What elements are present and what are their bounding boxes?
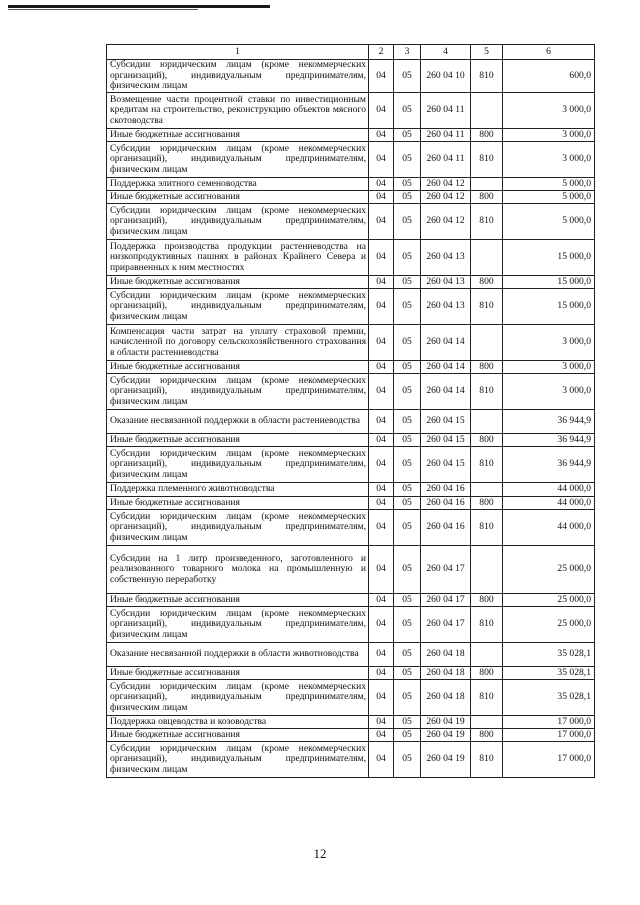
row-subsection-cell: 05 bbox=[394, 667, 421, 680]
row-target-article-cell: 260 04 18 bbox=[421, 680, 471, 716]
row-name-cell: Субсидии юридическим лицам (кроме некоммерческих организаций), индивидуальным предпринимателям, физическим лицам bbox=[107, 510, 369, 546]
row-subsection-cell: 05 bbox=[394, 680, 421, 716]
row-name-cell: Иные бюджетные ассигнования bbox=[107, 497, 369, 510]
row-name-cell: Иные бюджетные ассигнования bbox=[107, 594, 369, 607]
row-name-cell: Поддержка производства продукции растениеводства на низкопродуктивных пашнях в районах Крайнего Севера и приравненных к ним местностях bbox=[107, 240, 369, 276]
header-rule bbox=[8, 5, 270, 8]
row-target-article-cell: 260 04 13 bbox=[421, 276, 471, 289]
row-amount-cell: 3 000,0 bbox=[503, 93, 595, 129]
row-amount-cell: 5 000,0 bbox=[503, 191, 595, 204]
row-subsection-cell: 05 bbox=[394, 178, 421, 191]
table-row bbox=[107, 325, 595, 361]
row-subsection-cell: 05 bbox=[394, 191, 421, 204]
row-amount-cell: 36 944,9 bbox=[503, 410, 595, 434]
row-expense-type-cell: 800 bbox=[471, 594, 503, 607]
row-subsection-cell: 05 bbox=[394, 142, 421, 178]
row-name-cell: Иные бюджетные ассигнования bbox=[107, 667, 369, 680]
row-name-cell: Оказание несвязанной поддержки в области животноводства bbox=[107, 643, 369, 667]
row-name-cell: Иные бюджетные ассигнования bbox=[107, 361, 369, 374]
row-expense-type-cell: 800 bbox=[471, 361, 503, 374]
row-subsection-cell: 05 bbox=[394, 483, 421, 497]
row-amount-cell: 5 000,0 bbox=[503, 204, 595, 240]
row-target-article-cell: 260 04 18 bbox=[421, 643, 471, 667]
table-row bbox=[107, 361, 595, 374]
row-expense-type-cell: 810 bbox=[471, 607, 503, 643]
row-subsection-cell: 05 bbox=[394, 594, 421, 607]
row-name-cell: Поддержка элитного семеноводства bbox=[107, 178, 369, 191]
table-row bbox=[107, 742, 595, 778]
row-expense-type-cell: 810 bbox=[471, 289, 503, 325]
row-target-article-cell: 260 04 12 bbox=[421, 191, 471, 204]
row-amount-cell: 44 000,0 bbox=[503, 497, 595, 510]
row-target-article-cell: 260 04 19 bbox=[421, 742, 471, 778]
row-target-article-cell: 260 04 12 bbox=[421, 204, 471, 240]
table-row bbox=[107, 594, 595, 607]
row-section-cell: 04 bbox=[369, 361, 394, 374]
row-name-cell: Субсидии юридическим лицам (кроме некоммерческих организаций), индивидуальным предпринимателям, физическим лицам bbox=[107, 142, 369, 178]
row-target-article-cell: 260 04 17 bbox=[421, 594, 471, 607]
row-target-article-cell: 260 04 16 bbox=[421, 483, 471, 497]
table-row bbox=[107, 667, 595, 680]
row-section-cell: 04 bbox=[369, 129, 394, 142]
row-name-cell: Компенсация части затрат на уплату страховой премии, начисленной по договору сельскохозяйственного страхования в области растениеводства bbox=[107, 325, 369, 361]
row-subsection-cell: 05 bbox=[394, 742, 421, 778]
row-section-cell: 04 bbox=[369, 410, 394, 434]
row-subsection-cell: 05 bbox=[394, 60, 421, 93]
table-body bbox=[107, 60, 595, 778]
header-rule-thin bbox=[8, 9, 198, 10]
row-target-article-cell: 260 04 11 bbox=[421, 142, 471, 178]
row-amount-cell: 17 000,0 bbox=[503, 742, 595, 778]
row-expense-type-cell: 810 bbox=[471, 510, 503, 546]
row-subsection-cell: 05 bbox=[394, 374, 421, 410]
row-section-cell: 04 bbox=[369, 546, 394, 594]
row-section-cell: 04 bbox=[369, 497, 394, 510]
row-section-cell: 04 bbox=[369, 434, 394, 447]
row-amount-cell: 35 028,1 bbox=[503, 667, 595, 680]
row-section-cell: 04 bbox=[369, 729, 394, 742]
row-target-article-cell: 260 04 15 bbox=[421, 410, 471, 434]
row-subsection-cell: 05 bbox=[394, 276, 421, 289]
row-amount-cell: 25 000,0 bbox=[503, 546, 595, 594]
row-expense-type-cell: 800 bbox=[471, 434, 503, 447]
row-name-cell: Субсидии на 1 литр произведенного, заготовленного и реализованного товарного молока на промышленную и собственную переработку bbox=[107, 546, 369, 594]
row-amount-cell: 25 000,0 bbox=[503, 607, 595, 643]
row-expense-type-cell: 800 bbox=[471, 129, 503, 142]
row-amount-cell: 15 000,0 bbox=[503, 289, 595, 325]
row-section-cell: 04 bbox=[369, 716, 394, 729]
row-section-cell: 04 bbox=[369, 374, 394, 410]
row-section-cell: 04 bbox=[369, 325, 394, 361]
row-section-cell: 04 bbox=[369, 60, 394, 93]
row-target-article-cell: 260 04 19 bbox=[421, 729, 471, 742]
table-row bbox=[107, 729, 595, 742]
row-subsection-cell: 05 bbox=[394, 434, 421, 447]
row-section-cell: 04 bbox=[369, 447, 394, 483]
table-header-row bbox=[107, 45, 595, 60]
row-target-article-cell: 260 04 16 bbox=[421, 510, 471, 546]
row-section-cell: 04 bbox=[369, 240, 394, 276]
row-amount-cell: 600,0 bbox=[503, 60, 595, 93]
header-col-2: 2 bbox=[369, 45, 394, 60]
table-row bbox=[107, 204, 595, 240]
row-amount-cell: 17 000,0 bbox=[503, 729, 595, 742]
table-row bbox=[107, 129, 595, 142]
row-name-cell: Субсидии юридическим лицам (кроме некоммерческих организаций), индивидуальным предпринимателям, физическим лицам bbox=[107, 60, 369, 93]
table-row bbox=[107, 447, 595, 483]
row-target-article-cell: 260 04 19 bbox=[421, 716, 471, 729]
row-expense-type-cell bbox=[471, 178, 503, 191]
row-section-cell: 04 bbox=[369, 667, 394, 680]
table-row bbox=[107, 276, 595, 289]
row-expense-type-cell: 800 bbox=[471, 191, 503, 204]
table-row bbox=[107, 680, 595, 716]
row-subsection-cell: 05 bbox=[394, 240, 421, 276]
table-row bbox=[107, 93, 595, 129]
row-amount-cell: 36 944,9 bbox=[503, 434, 595, 447]
row-section-cell: 04 bbox=[369, 680, 394, 716]
row-expense-type-cell: 800 bbox=[471, 497, 503, 510]
row-name-cell: Субсидии юридическим лицам (кроме некоммерческих организаций), индивидуальным предпринимателям, физическим лицам bbox=[107, 374, 369, 410]
row-name-cell: Иные бюджетные ассигнования bbox=[107, 129, 369, 142]
budget-table bbox=[106, 44, 595, 778]
row-section-cell: 04 bbox=[369, 742, 394, 778]
row-name-cell: Поддержка овцеводства и козоводства bbox=[107, 716, 369, 729]
row-amount-cell: 44 000,0 bbox=[503, 510, 595, 546]
row-subsection-cell: 05 bbox=[394, 447, 421, 483]
row-expense-type-cell: 800 bbox=[471, 667, 503, 680]
row-amount-cell: 3 000,0 bbox=[503, 142, 595, 178]
row-name-cell: Иные бюджетные ассигнования bbox=[107, 729, 369, 742]
row-amount-cell: 5 000,0 bbox=[503, 178, 595, 191]
row-amount-cell: 25 000,0 bbox=[503, 594, 595, 607]
row-amount-cell: 3 000,0 bbox=[503, 325, 595, 361]
row-expense-type-cell: 810 bbox=[471, 60, 503, 93]
row-subsection-cell: 05 bbox=[394, 729, 421, 742]
row-subsection-cell: 05 bbox=[394, 497, 421, 510]
row-subsection-cell: 05 bbox=[394, 607, 421, 643]
row-target-article-cell: 260 04 15 bbox=[421, 434, 471, 447]
row-target-article-cell: 260 04 12 bbox=[421, 178, 471, 191]
row-expense-type-cell: 810 bbox=[471, 204, 503, 240]
row-name-cell: Субсидии юридическим лицам (кроме некоммерческих организаций), индивидуальным предпринимателям, физическим лицам bbox=[107, 447, 369, 483]
row-subsection-cell: 05 bbox=[394, 289, 421, 325]
row-name-cell: Субсидии юридическим лицам (кроме некоммерческих организаций), индивидуальным предпринимателям, физическим лицам bbox=[107, 607, 369, 643]
table-row bbox=[107, 643, 595, 667]
table-row bbox=[107, 60, 595, 93]
row-name-cell: Субсидии юридическим лицам (кроме некоммерческих организаций), индивидуальным предпринимателям, физическим лицам bbox=[107, 289, 369, 325]
row-expense-type-cell bbox=[471, 410, 503, 434]
row-target-article-cell: 260 04 11 bbox=[421, 93, 471, 129]
row-expense-type-cell: 800 bbox=[471, 729, 503, 742]
table-row bbox=[107, 483, 595, 497]
row-subsection-cell: 05 bbox=[394, 129, 421, 142]
row-expense-type-cell bbox=[471, 546, 503, 594]
table-row bbox=[107, 607, 595, 643]
row-amount-cell: 3 000,0 bbox=[503, 129, 595, 142]
row-amount-cell: 35 028,1 bbox=[503, 680, 595, 716]
row-section-cell: 04 bbox=[369, 510, 394, 546]
row-section-cell: 04 bbox=[369, 483, 394, 497]
row-subsection-cell: 05 bbox=[394, 204, 421, 240]
row-target-article-cell: 260 04 10 bbox=[421, 60, 471, 93]
table-row bbox=[107, 374, 595, 410]
row-name-cell: Субсидии юридическим лицам (кроме некоммерческих организаций), индивидуальным предпринимателям, физическим лицам bbox=[107, 204, 369, 240]
row-amount-cell: 17 000,0 bbox=[503, 716, 595, 729]
header-col-6: 6 bbox=[503, 45, 595, 60]
page-number: 12 bbox=[313, 846, 327, 861]
row-section-cell: 04 bbox=[369, 204, 394, 240]
row-section-cell: 04 bbox=[369, 142, 394, 178]
row-amount-cell: 36 944,9 bbox=[503, 447, 595, 483]
row-subsection-cell: 05 bbox=[394, 716, 421, 729]
row-section-cell: 04 bbox=[369, 594, 394, 607]
row-expense-type-cell: 810 bbox=[471, 447, 503, 483]
table-row bbox=[107, 142, 595, 178]
row-target-article-cell: 260 04 11 bbox=[421, 129, 471, 142]
row-amount-cell: 3 000,0 bbox=[503, 374, 595, 410]
row-expense-type-cell bbox=[471, 240, 503, 276]
row-name-cell: Поддержка племенного животноводства bbox=[107, 483, 369, 497]
row-name-cell: Субсидии юридическим лицам (кроме некоммерческих организаций), индивидуальным предпринимателям, физическим лицам bbox=[107, 742, 369, 778]
table-row bbox=[107, 240, 595, 276]
row-subsection-cell: 05 bbox=[394, 643, 421, 667]
row-amount-cell: 44 000,0 bbox=[503, 483, 595, 497]
row-target-article-cell: 260 04 15 bbox=[421, 447, 471, 483]
row-expense-type-cell: 810 bbox=[471, 742, 503, 778]
row-amount-cell: 15 000,0 bbox=[503, 276, 595, 289]
row-section-cell: 04 bbox=[369, 276, 394, 289]
row-subsection-cell: 05 bbox=[394, 361, 421, 374]
table-row bbox=[107, 546, 595, 594]
row-expense-type-cell bbox=[471, 716, 503, 729]
row-target-article-cell: 260 04 13 bbox=[421, 289, 471, 325]
row-section-cell: 04 bbox=[369, 191, 394, 204]
row-amount-cell: 15 000,0 bbox=[503, 240, 595, 276]
row-name-cell: Возмещение части процентной ставки по инвестиционным кредитам на строительство, реконструкцию объектов мясного скотоводства bbox=[107, 93, 369, 129]
row-section-cell: 04 bbox=[369, 93, 394, 129]
table-row bbox=[107, 497, 595, 510]
row-target-article-cell: 260 04 16 bbox=[421, 497, 471, 510]
table-row bbox=[107, 434, 595, 447]
table-row bbox=[107, 289, 595, 325]
table-row bbox=[107, 510, 595, 546]
header-col-3: 3 bbox=[394, 45, 421, 60]
row-target-article-cell: 260 04 14 bbox=[421, 325, 471, 361]
row-expense-type-cell: 800 bbox=[471, 276, 503, 289]
row-expense-type-cell bbox=[471, 643, 503, 667]
row-section-cell: 04 bbox=[369, 178, 394, 191]
header-col-1: 1 bbox=[107, 45, 369, 60]
row-amount-cell: 35 028,1 bbox=[503, 643, 595, 667]
row-subsection-cell: 05 bbox=[394, 325, 421, 361]
row-target-article-cell: 260 04 14 bbox=[421, 374, 471, 410]
row-expense-type-cell: 810 bbox=[471, 374, 503, 410]
table-row bbox=[107, 191, 595, 204]
row-expense-type-cell bbox=[471, 325, 503, 361]
row-target-article-cell: 260 04 18 bbox=[421, 667, 471, 680]
row-name-cell: Оказание несвязанной поддержки в области растениеводства bbox=[107, 410, 369, 434]
table-row bbox=[107, 410, 595, 434]
row-expense-type-cell bbox=[471, 483, 503, 497]
row-target-article-cell: 260 04 17 bbox=[421, 546, 471, 594]
row-target-article-cell: 260 04 13 bbox=[421, 240, 471, 276]
row-subsection-cell: 05 bbox=[394, 510, 421, 546]
row-expense-type-cell: 810 bbox=[471, 142, 503, 178]
row-section-cell: 04 bbox=[369, 643, 394, 667]
header-col-4: 4 bbox=[421, 45, 471, 60]
row-name-cell: Иные бюджетные ассигнования bbox=[107, 434, 369, 447]
row-name-cell: Иные бюджетные ассигнования bbox=[107, 191, 369, 204]
row-section-cell: 04 bbox=[369, 607, 394, 643]
row-subsection-cell: 05 bbox=[394, 410, 421, 434]
table-row bbox=[107, 178, 595, 191]
row-subsection-cell: 05 bbox=[394, 546, 421, 594]
row-subsection-cell: 05 bbox=[394, 93, 421, 129]
row-expense-type-cell: 810 bbox=[471, 680, 503, 716]
row-section-cell: 04 bbox=[369, 289, 394, 325]
table-row bbox=[107, 716, 595, 729]
row-name-cell: Иные бюджетные ассигнования bbox=[107, 276, 369, 289]
row-target-article-cell: 260 04 17 bbox=[421, 607, 471, 643]
row-amount-cell: 3 000,0 bbox=[503, 361, 595, 374]
header-col-5: 5 bbox=[471, 45, 503, 60]
row-target-article-cell: 260 04 14 bbox=[421, 361, 471, 374]
row-expense-type-cell bbox=[471, 93, 503, 129]
row-name-cell: Субсидии юридическим лицам (кроме некоммерческих организаций), индивидуальным предпринимателям, физическим лицам bbox=[107, 680, 369, 716]
